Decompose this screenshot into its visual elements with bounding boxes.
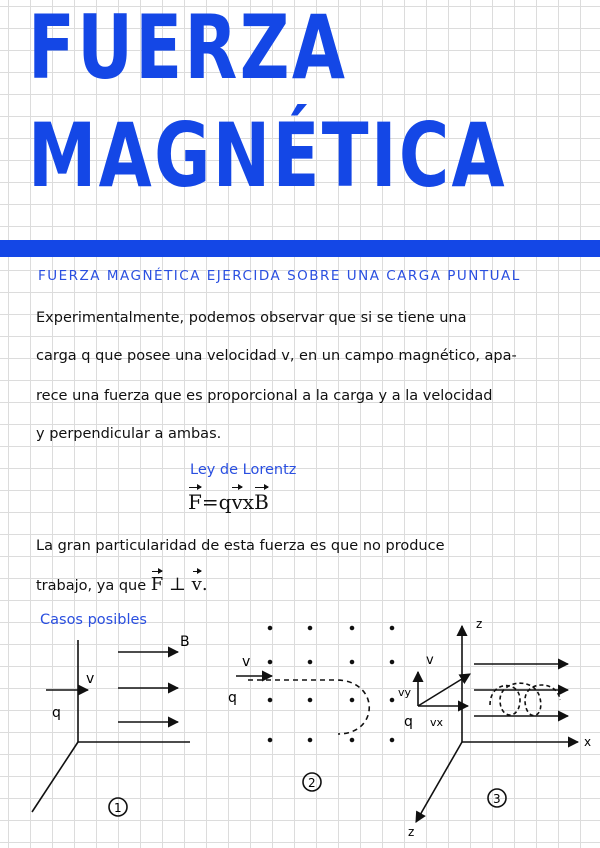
field-dot <box>391 627 394 630</box>
cross-product-sign: x <box>242 490 255 514</box>
section-heading: FUERZA MAGNÉTICA EJERCIDA SOBRE UNA CARGA PUNTUAL <box>38 268 521 284</box>
case1-diagram <box>32 640 190 816</box>
cases-heading: Casos posibles <box>40 612 147 628</box>
field-dot <box>351 739 354 742</box>
paragraph2-prefix: trabajo, ya que <box>36 578 147 594</box>
charge-symbol: q <box>218 490 232 514</box>
paragraph1-line: y perpendicular a ambas. <box>36 426 222 442</box>
force-vector-inline: F <box>150 574 164 595</box>
field-dot <box>309 661 312 664</box>
case2-diagram <box>236 627 394 792</box>
law-name: Ley de Lorentz <box>190 462 297 478</box>
case1-axis-diagonal <box>32 742 78 812</box>
case1-v-label: v <box>86 671 95 687</box>
case2-trajectory <box>248 680 369 734</box>
case3-x-label: x <box>584 735 592 749</box>
field-dot <box>269 627 272 630</box>
case3-z-top-label: z <box>476 617 483 631</box>
case1-b-label: B <box>180 634 190 650</box>
velocity-vector: v <box>231 490 243 514</box>
paragraph2-line: La gran particularidad de esta fuerza es que no produce <box>36 538 445 554</box>
paragraph1-line: Experimentalmente, podemos observar que si se tiene una <box>36 310 467 326</box>
field-dot <box>309 699 312 702</box>
field-vector: B <box>254 490 269 514</box>
field-dot <box>351 627 354 630</box>
perpendicular-symbol: ⊥ <box>168 574 186 595</box>
field-dot <box>269 739 272 742</box>
case3-v-label: v <box>426 653 434 668</box>
field-dot <box>351 661 354 664</box>
case1-q-label: q <box>52 705 61 721</box>
case3-vx-label: vx <box>430 716 444 729</box>
case2-number: 2 <box>308 776 316 790</box>
velocity-vector-inline: v <box>191 574 202 595</box>
field-dot <box>269 699 272 702</box>
field-dot <box>351 699 354 702</box>
title-line-2: MAGNÉTICA <box>28 104 508 207</box>
case3-vy-label: vy <box>398 686 412 699</box>
case2-v-label: v <box>242 654 251 670</box>
case1-number: 1 <box>114 801 122 815</box>
paragraph1-line: carga q que posee una velocidad v, en un campo magnético, apa- <box>36 348 517 364</box>
field-dot <box>309 739 312 742</box>
field-dot <box>391 739 394 742</box>
case3-q-label: q <box>404 714 413 730</box>
case3-number: 3 <box>493 792 501 806</box>
case3-z-bottom-label: z <box>408 825 415 839</box>
field-dot <box>391 699 394 702</box>
paragraph1-line: rece una fuerza que es proporcional a la carga y a la velocidad <box>36 388 493 404</box>
case3-depth-axis <box>416 742 462 822</box>
period: . <box>201 574 208 595</box>
field-dot <box>391 661 394 664</box>
title-line-1: FUERZA <box>28 0 348 99</box>
force-vector: F <box>188 490 202 514</box>
case2-q-label: q <box>228 690 237 706</box>
equals-sign: = <box>201 490 219 514</box>
field-dot <box>269 661 272 664</box>
field-dot <box>309 627 312 630</box>
case3-helix <box>490 683 560 715</box>
